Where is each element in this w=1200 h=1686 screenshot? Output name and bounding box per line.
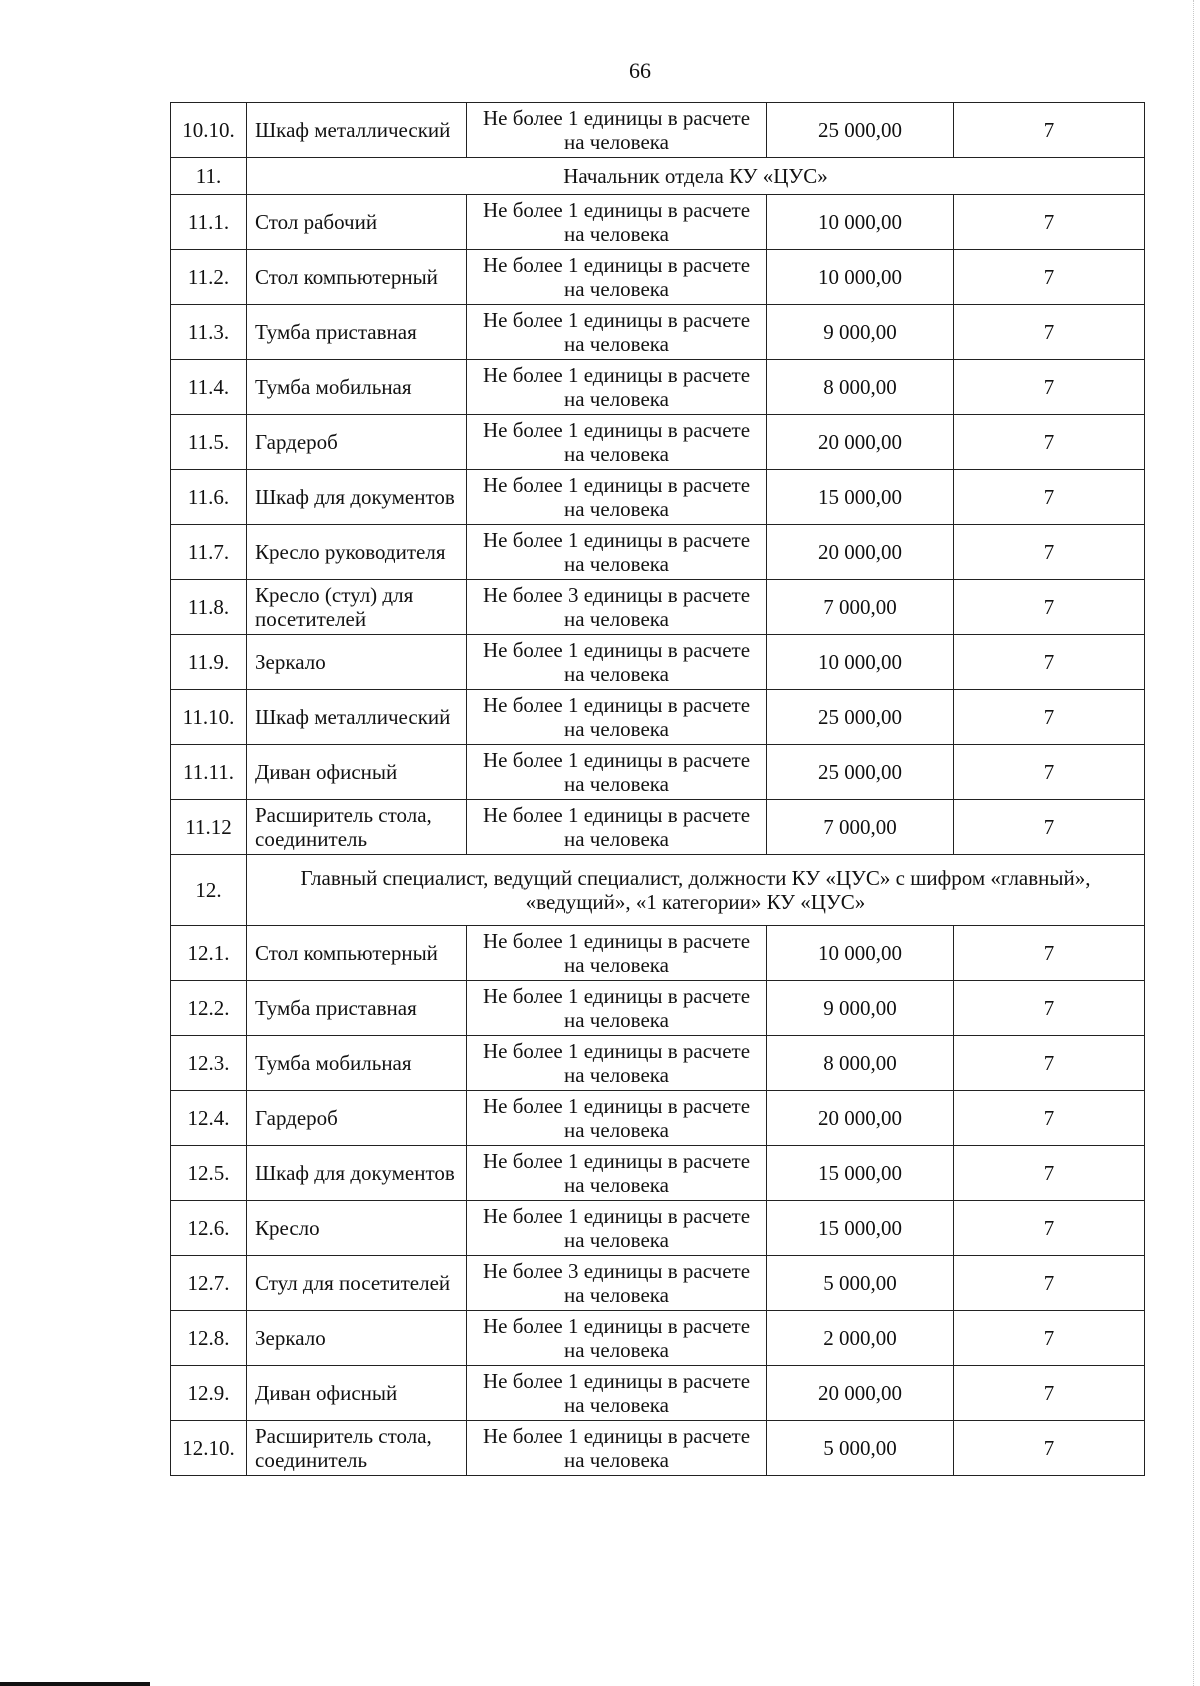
scan-margin-mark xyxy=(0,1682,150,1686)
table-row xyxy=(171,1256,1145,1311)
table-row xyxy=(171,745,1145,800)
item-name-cell: Тумба мобильная xyxy=(247,360,467,415)
item-number-cell: 10.10. xyxy=(171,103,247,158)
item-number-cell: 11.7. xyxy=(171,525,247,580)
service-life-cell: 7 xyxy=(954,470,1145,525)
item-number-cell: 12.7. xyxy=(171,1256,247,1311)
section-number-cell: 12. xyxy=(171,855,247,926)
page-number: 66 xyxy=(629,58,651,83)
price-cell: 15 000,00 xyxy=(767,470,954,525)
item-number-cell: 11.2. xyxy=(171,250,247,305)
quantity-norm-cell: Не более 1 единицы в расчете на человека xyxy=(467,415,767,470)
table-row xyxy=(171,1146,1145,1201)
price-cell: 10 000,00 xyxy=(767,195,954,250)
quantity-norm-cell: Не более 1 единицы в расчете на человека xyxy=(467,1091,767,1146)
item-name-cell: Тумба мобильная xyxy=(247,1036,467,1091)
service-life-cell: 7 xyxy=(954,525,1145,580)
furniture-norms-table xyxy=(170,102,1145,1476)
item-name-cell: Зеркало xyxy=(247,1311,467,1366)
quantity-norm-cell: Не более 3 единицы в расчете на человека xyxy=(467,580,767,635)
price-cell: 8 000,00 xyxy=(767,360,954,415)
quantity-norm-cell: Не более 1 единицы в расчете на человека xyxy=(467,525,767,580)
table-row xyxy=(171,580,1145,635)
item-name-cell: Кресло (стул) для посетителей xyxy=(247,580,467,635)
table-row xyxy=(171,415,1145,470)
scan-edge-line xyxy=(1192,0,1194,1686)
item-number-cell: 11.4. xyxy=(171,360,247,415)
item-name-cell: Расширитель стола, соединитель xyxy=(247,800,467,855)
quantity-norm-cell: Не более 1 единицы в расчете на человека xyxy=(467,1366,767,1421)
item-name-cell: Тумба приставная xyxy=(247,305,467,360)
price-cell: 9 000,00 xyxy=(767,981,954,1036)
quantity-norm-cell: Не более 1 единицы в расчете на человека xyxy=(467,981,767,1036)
item-name-cell: Кресло xyxy=(247,1201,467,1256)
price-cell: 2 000,00 xyxy=(767,1311,954,1366)
item-name-cell: Зеркало xyxy=(247,635,467,690)
price-cell: 7 000,00 xyxy=(767,800,954,855)
item-number-cell: 12.8. xyxy=(171,1311,247,1366)
item-name-cell: Шкаф для документов xyxy=(247,1146,467,1201)
item-number-cell: 12.10. xyxy=(171,1421,247,1476)
item-number-cell: 12.1. xyxy=(171,926,247,981)
item-number-cell: 11.10. xyxy=(171,690,247,745)
quantity-norm-cell: Не более 1 единицы в расчете на человека xyxy=(467,800,767,855)
item-number-cell: 12.5. xyxy=(171,1146,247,1201)
table-row xyxy=(171,360,1145,415)
price-cell: 10 000,00 xyxy=(767,635,954,690)
section-row xyxy=(171,855,1145,926)
service-life-cell: 7 xyxy=(954,690,1145,745)
service-life-cell: 7 xyxy=(954,1311,1145,1366)
table-row xyxy=(171,1366,1145,1421)
service-life-cell: 7 xyxy=(954,195,1145,250)
service-life-cell: 7 xyxy=(954,800,1145,855)
table-row xyxy=(171,103,1145,158)
price-cell: 25 000,00 xyxy=(767,745,954,800)
service-life-cell: 7 xyxy=(954,926,1145,981)
section-number-cell: 11. xyxy=(171,158,247,195)
quantity-norm-cell: Не более 1 единицы в расчете на человека xyxy=(467,470,767,525)
service-life-cell: 7 xyxy=(954,360,1145,415)
item-name-cell: Диван офисный xyxy=(247,1366,467,1421)
table-row xyxy=(171,305,1145,360)
table-row xyxy=(171,635,1145,690)
item-number-cell: 11.8. xyxy=(171,580,247,635)
price-cell: 25 000,00 xyxy=(767,103,954,158)
section-title-cell: Начальник отдела КУ «ЦУС» xyxy=(247,158,1145,195)
price-cell: 9 000,00 xyxy=(767,305,954,360)
price-cell: 5 000,00 xyxy=(767,1421,954,1476)
service-life-cell: 7 xyxy=(954,745,1145,800)
item-number-cell: 11.5. xyxy=(171,415,247,470)
price-cell: 20 000,00 xyxy=(767,1366,954,1421)
table-body xyxy=(171,103,1145,1476)
item-name-cell: Гардероб xyxy=(247,415,467,470)
item-name-cell: Стол компьютерный xyxy=(247,250,467,305)
quantity-norm-cell: Не более 1 единицы в расчете на человека xyxy=(467,745,767,800)
item-number-cell: 12.2. xyxy=(171,981,247,1036)
service-life-cell: 7 xyxy=(954,1091,1145,1146)
table-row xyxy=(171,926,1145,981)
price-cell: 20 000,00 xyxy=(767,525,954,580)
service-life-cell: 7 xyxy=(954,635,1145,690)
item-name-cell: Шкаф металлический xyxy=(247,103,467,158)
quantity-norm-cell: Не более 1 единицы в расчете на человека xyxy=(467,1421,767,1476)
table-row xyxy=(171,1311,1145,1366)
item-number-cell: 11.3. xyxy=(171,305,247,360)
table-row xyxy=(171,470,1145,525)
item-name-cell: Шкаф для документов xyxy=(247,470,467,525)
table-row xyxy=(171,1091,1145,1146)
table-row xyxy=(171,690,1145,745)
service-life-cell: 7 xyxy=(954,250,1145,305)
service-life-cell: 7 xyxy=(954,1146,1145,1201)
quantity-norm-cell: Не более 1 единицы в расчете на человека xyxy=(467,103,767,158)
price-cell: 10 000,00 xyxy=(767,926,954,981)
price-cell: 7 000,00 xyxy=(767,580,954,635)
item-name-cell: Стол компьютерный xyxy=(247,926,467,981)
quantity-norm-cell: Не более 1 единицы в расчете на человека xyxy=(467,195,767,250)
item-name-cell: Гардероб xyxy=(247,1091,467,1146)
quantity-norm-cell: Не более 1 единицы в расчете на человека xyxy=(467,635,767,690)
item-name-cell: Шкаф металлический xyxy=(247,690,467,745)
price-cell: 25 000,00 xyxy=(767,690,954,745)
item-name-cell: Стул для посетителей xyxy=(247,1256,467,1311)
item-name-cell: Кресло руководителя xyxy=(247,525,467,580)
quantity-norm-cell: Не более 3 единицы в расчете на человека xyxy=(467,1256,767,1311)
item-name-cell: Расширитель стола, соединитель xyxy=(247,1421,467,1476)
quantity-norm-cell: Не более 1 единицы в расчете на человека xyxy=(467,305,767,360)
item-number-cell: 12.4. xyxy=(171,1091,247,1146)
item-number-cell: 11.1. xyxy=(171,195,247,250)
table-row xyxy=(171,1036,1145,1091)
service-life-cell: 7 xyxy=(954,1366,1145,1421)
quantity-norm-cell: Не более 1 единицы в расчете на человека xyxy=(467,1201,767,1256)
table-row xyxy=(171,250,1145,305)
quantity-norm-cell: Не более 1 единицы в расчете на человека xyxy=(467,1036,767,1091)
item-number-cell: 11.12 xyxy=(171,800,247,855)
service-life-cell: 7 xyxy=(954,580,1145,635)
table-row xyxy=(171,525,1145,580)
section-row xyxy=(171,158,1145,195)
price-cell: 20 000,00 xyxy=(767,1091,954,1146)
price-cell: 15 000,00 xyxy=(767,1201,954,1256)
item-name-cell: Тумба приставная xyxy=(247,981,467,1036)
table-row xyxy=(171,800,1145,855)
price-cell: 8 000,00 xyxy=(767,1036,954,1091)
service-life-cell: 7 xyxy=(954,305,1145,360)
price-cell: 5 000,00 xyxy=(767,1256,954,1311)
item-name-cell: Диван офисный xyxy=(247,745,467,800)
service-life-cell: 7 xyxy=(954,415,1145,470)
quantity-norm-cell: Не более 1 единицы в расчете на человека xyxy=(467,690,767,745)
service-life-cell: 7 xyxy=(954,981,1145,1036)
item-name-cell: Стол рабочий xyxy=(247,195,467,250)
price-cell: 10 000,00 xyxy=(767,250,954,305)
quantity-norm-cell: Не более 1 единицы в расчете на человека xyxy=(467,926,767,981)
quantity-norm-cell: Не более 1 единицы в расчете на человека xyxy=(467,1146,767,1201)
service-life-cell: 7 xyxy=(954,1421,1145,1476)
table-row xyxy=(171,1421,1145,1476)
service-life-cell: 7 xyxy=(954,1201,1145,1256)
section-title-cell: Главный специалист, ведущий специалист, должности КУ «ЦУС» с шифром «главный», «ведущий», «1 категории» КУ «ЦУС» xyxy=(247,855,1145,926)
table-row xyxy=(171,195,1145,250)
quantity-norm-cell: Не более 1 единицы в расчете на человека xyxy=(467,250,767,305)
service-life-cell: 7 xyxy=(954,103,1145,158)
price-cell: 20 000,00 xyxy=(767,415,954,470)
item-number-cell: 11.11. xyxy=(171,745,247,800)
table-row xyxy=(171,1201,1145,1256)
service-life-cell: 7 xyxy=(954,1036,1145,1091)
price-cell: 15 000,00 xyxy=(767,1146,954,1201)
quantity-norm-cell: Не более 1 единицы в расчете на человека xyxy=(467,1311,767,1366)
quantity-norm-cell: Не более 1 единицы в расчете на человека xyxy=(467,360,767,415)
item-number-cell: 12.9. xyxy=(171,1366,247,1421)
item-number-cell: 12.6. xyxy=(171,1201,247,1256)
table-row xyxy=(171,981,1145,1036)
service-life-cell: 7 xyxy=(954,1256,1145,1311)
item-number-cell: 12.3. xyxy=(171,1036,247,1091)
item-number-cell: 11.6. xyxy=(171,470,247,525)
item-number-cell: 11.9. xyxy=(171,635,247,690)
